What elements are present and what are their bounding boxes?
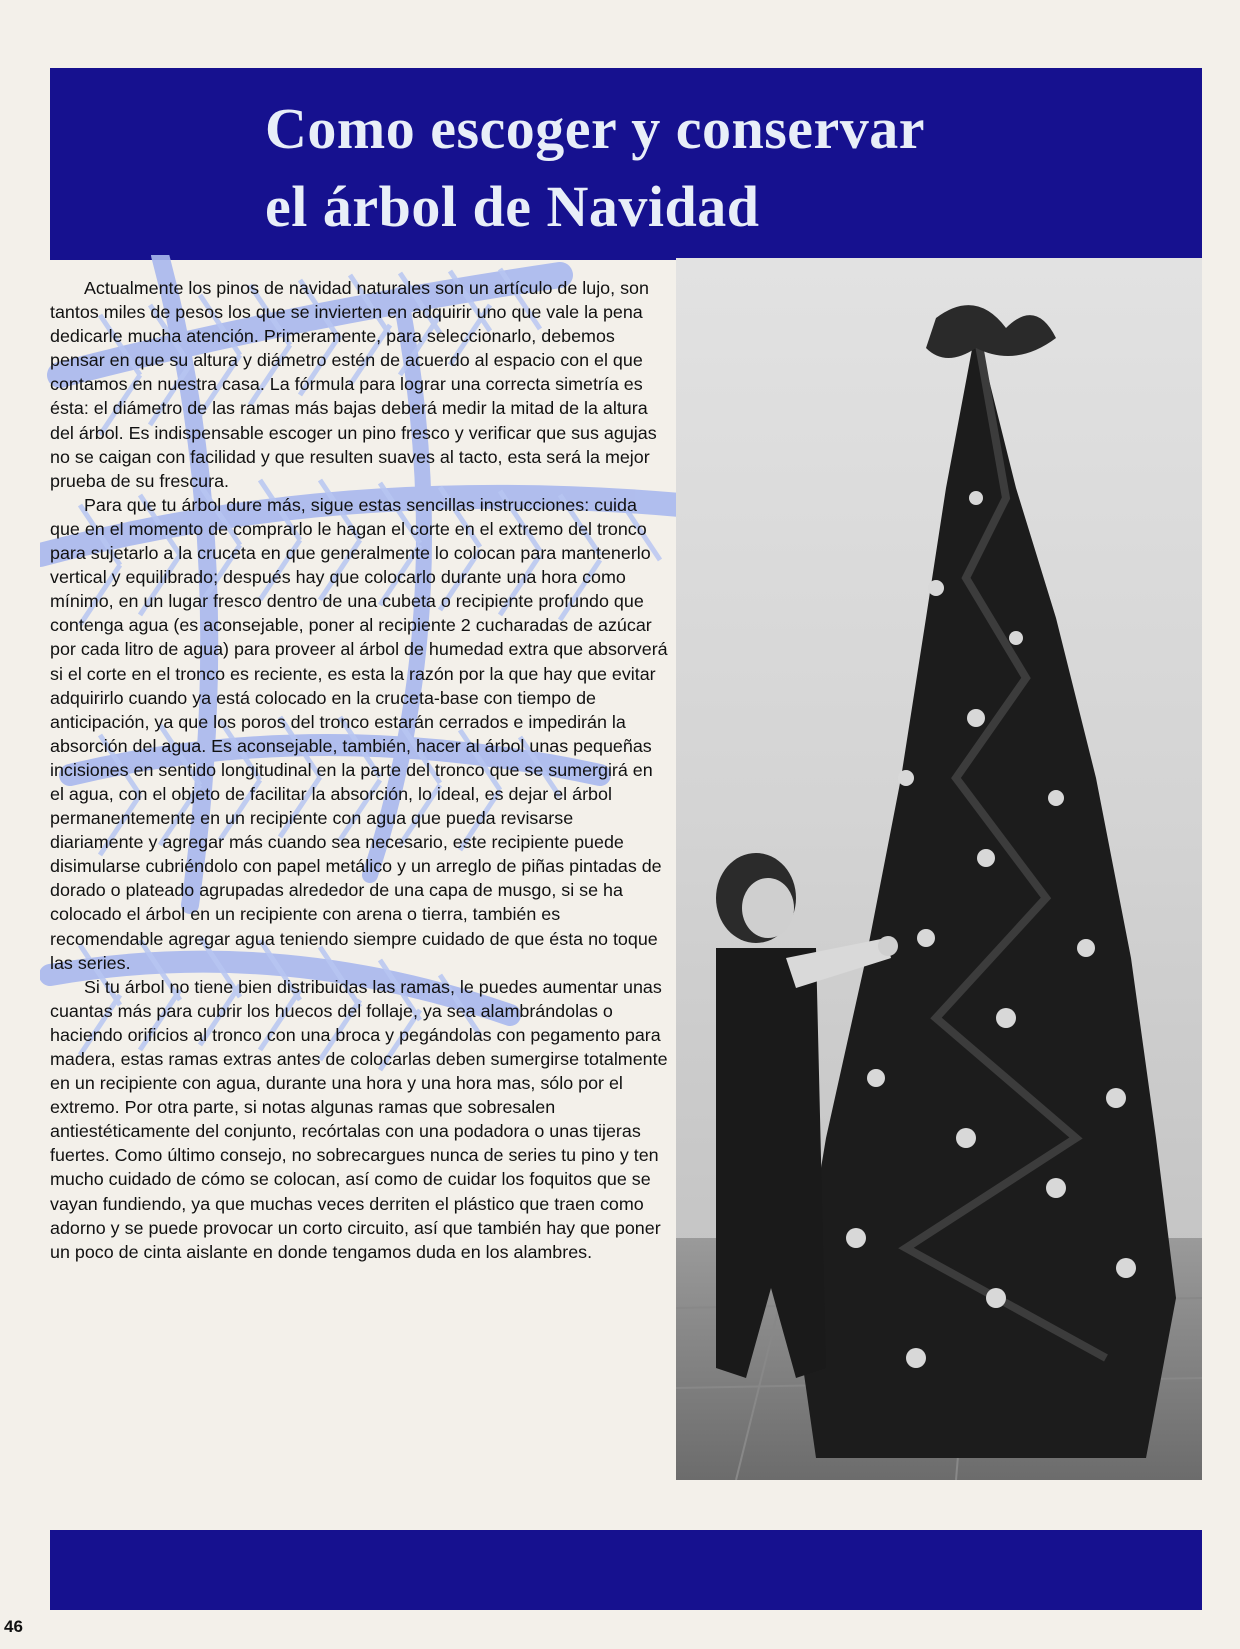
title-banner (50, 68, 1202, 260)
footer-banner (50, 1530, 1202, 1610)
christmas-tree-photo-illustration (676, 258, 1202, 1480)
title-line-1: Como escoger y conservar (265, 96, 925, 161)
article-paragraph-3: Si tu árbol no tiene bien distribuidas las ramas, le puedes aumentar unas cuantas más para cubrir los huecos del follaje, ya sea alambrándolas o haciendo orificios al tronco con una broca y pegándolas con pegamento para madera, estas ramas extras antes de colocarlas deben sumergirse totalmente en un recipiente con agua, durante una hora y una hora mas, sólo por el extremo. Por otra parte, si notas algunas ramas que sobresalen antiestéticamente del conjunto, recórtalas con una podadora o unas tijeras fuertes. Como último consejo, no sobrecargues nunca de series tu pino y ten mucho cuidado de cómo se colocan, así como de cuidar los foquitos que se vayan fundiendo, ya que muchas veces derriten el plástico que traen como adorno y se puede provocar un corto circuito, así que también hay que poner un poco de cinta aislante en donde tengamos duda en los alambres. (50, 976, 668, 1262)
title-line-2: el árbol de Navidad (265, 174, 760, 239)
page-number: 46 (4, 1617, 23, 1636)
article-paragraph-1: Actualmente los pinos de navidad naturales son un artículo de lujo, son tantos miles de pesos los que se invierten en adquirir uno que vale la pena dedicarle mucha atención. Primeramente, para seleccionarlo, debemos pensar en que su altura y diámetro estén de acuerdo al espacio con el que contamos en nuestra casa. La fórmula para lograr una correcta simetría es ésta: el diámetro de las ramas más bajas deberá medir la mitad de la altura del árbol. Es indispensable escoger un pino fresco y verificar que sus agujas no se caigan con facilidad y que resulten suaves al tacto, esta será la mejor prueba de su frescura. (50, 278, 657, 491)
page-title (265, 90, 925, 246)
article-body (50, 276, 670, 1264)
article-paragraph-2: Para que tu árbol dure más, sigue estas sencillas instrucciones: cuida que en el momento de comprarlo le hagan el corte en el extremo del tronco para sujetarlo a la cruceta en que generalmente lo colocan para mantenerlo vertical y equilibrado; después hay que colocarlo durante una hora como mínimo, en un lugar fresco dentro de una cubeta o recipiente profundo que contenga agua (es aconsejable, poner al recipiente 2 cucharadas de azúcar por cada litro de agua) para proveer al árbol de humedad extra que absorverá si el corte en el tronco es reciente, es esta la razón por la que hay que evitar adquirirlo cuando ya está colocado en la cruceta-base con tiempo de anticipación, ya que los poros del tronco estarán cerrados e impedirán la absorción del agua. Es aconsejable, también, hacer al árbol unas pequeñas incisiones en sentido longitudinal en la parte del tronco que se sumergirá en el agua, con el objeto de facilitar la absorción, lo ideal, es dejar el árbol permanentemente en un recipiente con agua que pueda revisarse diariamente y agregar más cuando sea necesario, este recipiente puede disimularse cubriéndolo con papel metálico y un arreglo de piñas pintadas de dorado o plateado agrupadas alrededor de una capa de musgo, si se ha colocado el árbol en un recipiente con arena o tierra, también es recomendable agregar agua teniendo siempre cuidado de que ésta no toque las series. (50, 494, 668, 973)
christmas-tree-photo (676, 258, 1202, 1480)
